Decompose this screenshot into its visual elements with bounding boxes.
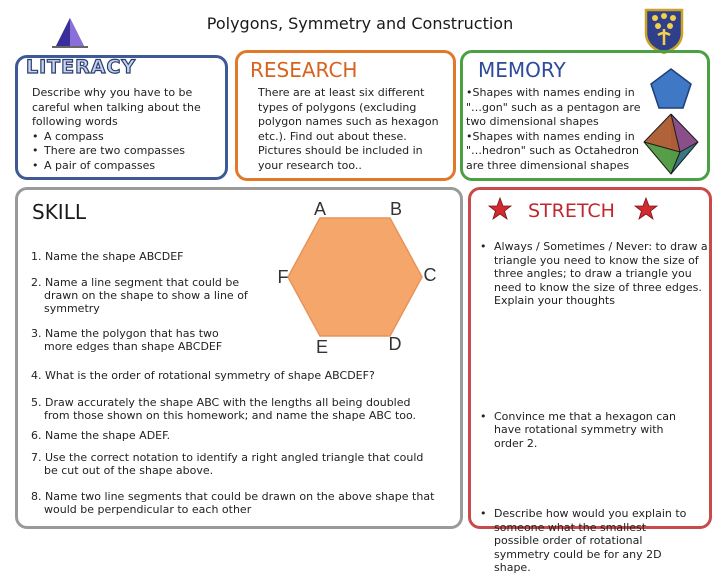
memory-text xyxy=(466,86,641,173)
list-item: •Shapes with names ending in "…gon" such as a pentagon are two dimensional shapes xyxy=(466,86,641,128)
list-item: • A pair of compasses xyxy=(32,159,222,174)
memory-heading: MEMORY xyxy=(478,58,566,82)
star-icon xyxy=(634,197,658,221)
star-icon xyxy=(488,197,512,221)
vertex-label-f: F xyxy=(277,267,289,287)
question-2: 2. Name a line segment that could be drawn on the shape to show a line of symmetry xyxy=(31,276,248,315)
school-crest-icon xyxy=(643,7,685,55)
question-3: 3. Name the polygon that has two more edges than shape ABCDEF xyxy=(31,327,223,353)
vertex-label-a: A xyxy=(313,199,327,219)
question-8: 8. Name two line segments that could be drawn on the above shape that would be perpendicular to each other xyxy=(31,490,435,516)
pyramid-logo-icon xyxy=(52,16,88,50)
question-5: 5. Draw accurately the shape ABC with the lengths all being doubled from those shown on this homework; and name the shape ABC too. xyxy=(31,396,417,422)
literacy-heading: LITERACY xyxy=(26,56,137,78)
question-1: 1. Name the shape ABCDEF xyxy=(31,250,184,263)
list-item: • A compass xyxy=(32,130,222,145)
vertex-label-b: B xyxy=(389,199,403,219)
list-item: • There are two compasses xyxy=(32,144,222,159)
stretch-item: • Always / Sometimes / Never: to draw a triangle you need to know the size of three angles; to draw a triangle you need to know the size of three edges. Explain your thoughts xyxy=(480,240,720,308)
research-heading: RESEARCH xyxy=(250,58,358,82)
hexagon-diagram xyxy=(272,196,448,358)
question-7: 7. Use the correct notation to identify a right angled triangle that could be cut out of the shape above. xyxy=(31,451,424,477)
stretch-heading: STRETCH xyxy=(528,200,615,222)
vertex-label-c: C xyxy=(423,265,437,285)
stretch-item: • Describe how would you explain to someone what the smallest possible order of rotational symmetry could be for any 2D shape. xyxy=(480,507,690,575)
stretch-item: • Convince me that a hexagon can have rotational symmetry with order 2. xyxy=(480,410,694,451)
question-4: 4. What is the order of rotational symmetry of shape ABCDEF? xyxy=(31,369,375,382)
list-item: •Shapes with names ending in "…hedron" such as Octahedron are three dimensional shapes xyxy=(466,129,639,172)
vertex-label-d: D xyxy=(388,334,402,354)
stretch-panel xyxy=(468,187,712,529)
question-6: 6. Name the shape ADEF. xyxy=(31,429,171,442)
skill-heading: SKILL xyxy=(32,200,86,224)
vertex-label-e: E xyxy=(315,337,329,357)
octahedron-icon xyxy=(640,112,702,176)
pentagon-icon xyxy=(648,66,694,112)
literacy-intro: Describe why you have to be careful when talking about the following words xyxy=(32,86,201,128)
literacy-text xyxy=(32,86,222,173)
page-title: Polygons, Symmetry and Construction xyxy=(206,14,514,33)
research-text: There are at least six different types of polygons (excluding polygon names such as hexagon etc.). Find out about these. Pictures should be included in your research too.. xyxy=(258,86,439,172)
literacy-list xyxy=(32,130,222,174)
